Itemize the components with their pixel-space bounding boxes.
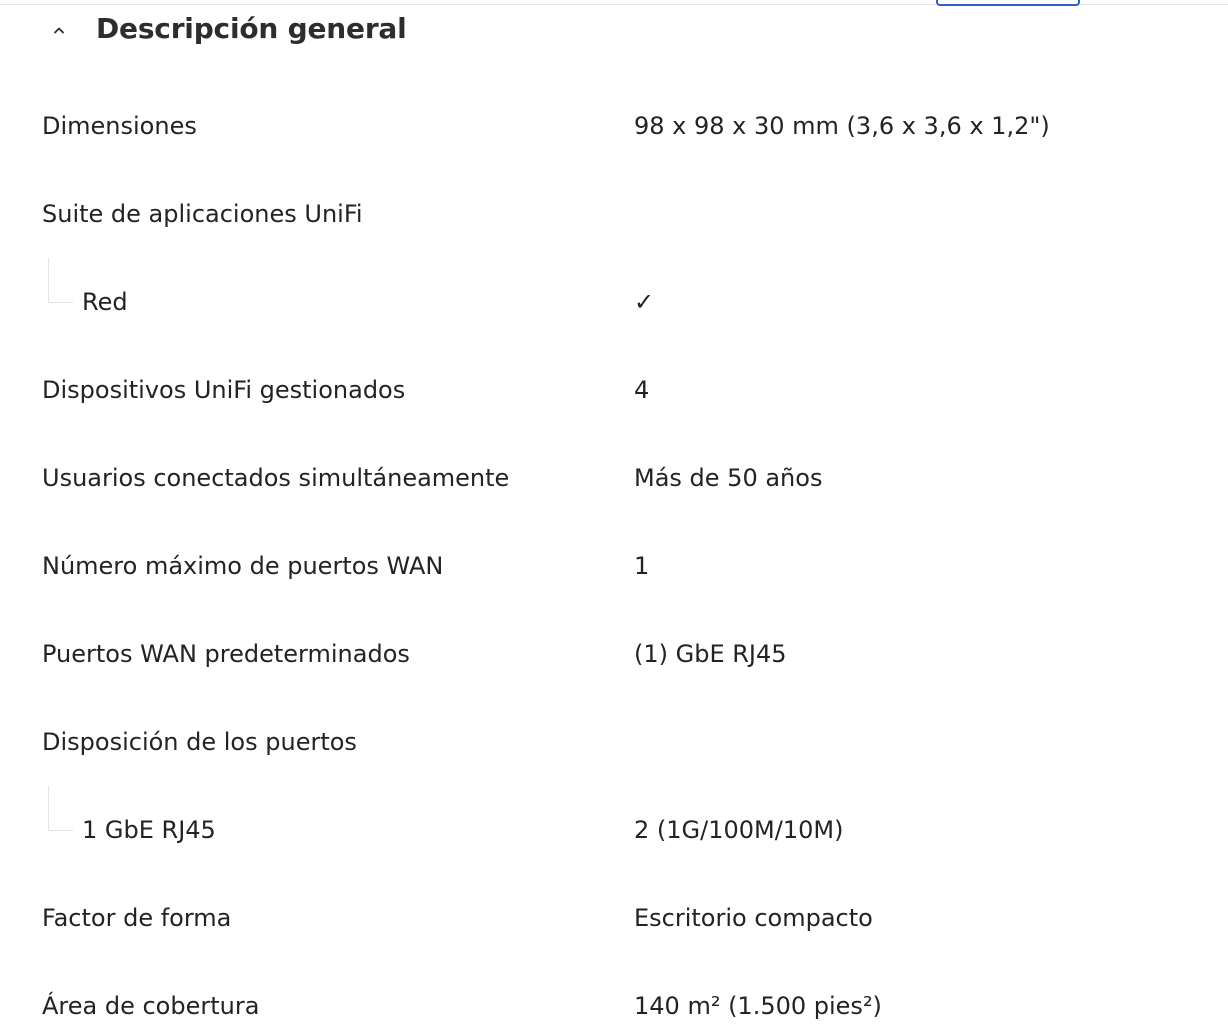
spec-label: Disposición de los puertos: [42, 728, 357, 756]
overview-section-toggle[interactable]: [0, 0, 600, 62]
spec-label: Puertos WAN predeterminados: [42, 640, 410, 668]
spec-label: Usuarios conectados simultáneamente: [42, 464, 510, 492]
spec-label: Número máximo de puertos WAN: [42, 552, 444, 580]
spec-value: (1) GbE RJ45: [634, 640, 787, 668]
spec-label: Dimensiones: [42, 112, 197, 140]
spec-row-unifi-app-suite: [0, 170, 1228, 258]
spec-value: 1: [634, 552, 650, 580]
spec-value: Más de 50 años: [634, 464, 823, 492]
spec-row-port-layout: [0, 698, 1228, 786]
spec-value: 2 (1G/100M/10M): [634, 816, 844, 844]
spec-label: Área de cobertura: [42, 992, 260, 1020]
spec-row-max-wan-ports: [0, 522, 1228, 610]
spec-row-network: [0, 258, 1228, 346]
spec-value: 140 m² (1.500 pies²): [634, 992, 882, 1020]
spec-row-default-wan-ports: [0, 610, 1228, 698]
tree-connector: [48, 258, 73, 303]
spec-label: Red: [82, 288, 128, 316]
checkmark-icon: ✓: [634, 288, 655, 316]
spec-label: 1 GbE RJ45: [82, 816, 216, 844]
spec-row-gbe-rj45: [0, 786, 1228, 874]
spec-row-concurrent-users: [0, 434, 1228, 522]
spec-row-coverage-area: [0, 962, 1228, 1034]
spec-label: Factor de forma: [42, 904, 232, 932]
spec-value: 4: [634, 376, 650, 404]
chevron-up-icon[interactable]: [49, 20, 69, 40]
active-tab-indicator[interactable]: [936, 0, 1080, 6]
spec-label: Dispositivos UniFi gestionados: [42, 376, 406, 404]
section-title: Descripción general: [96, 12, 407, 45]
spec-label: Suite de aplicaciones UniFi: [42, 200, 363, 228]
spec-value: Escritorio compacto: [634, 904, 873, 932]
tree-connector: [48, 786, 73, 831]
spec-row-managed-devices: [0, 346, 1228, 434]
spec-value: 98 x 98 x 30 mm (3,6 x 3,6 x 1,2"): [634, 112, 1050, 140]
spec-row-dimensions: [0, 82, 1228, 170]
spec-row-form-factor: [0, 874, 1228, 962]
